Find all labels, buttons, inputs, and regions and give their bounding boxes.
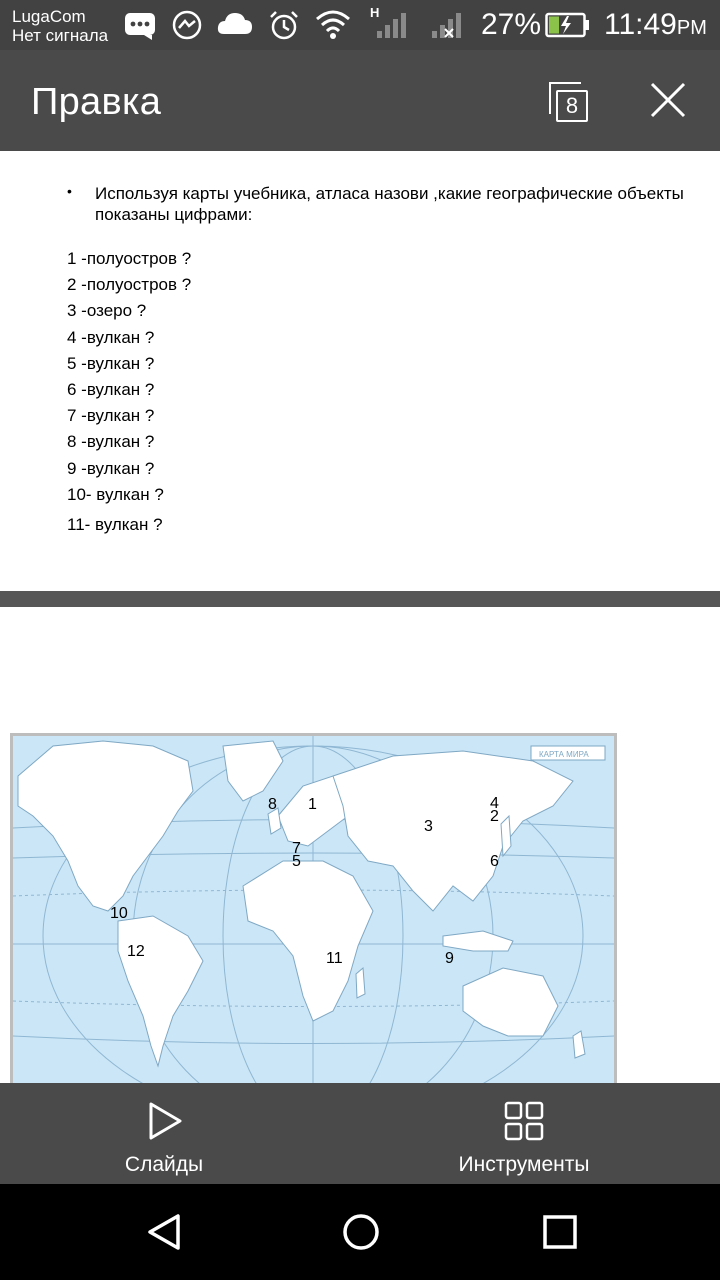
carrier-info xyxy=(12,7,108,45)
recents-icon[interactable] xyxy=(536,1208,584,1256)
home-icon[interactable] xyxy=(337,1208,385,1256)
grid-icon xyxy=(504,1101,544,1141)
map-label: 10 xyxy=(110,905,128,922)
bottom-toolbar xyxy=(0,1083,720,1184)
clock xyxy=(604,9,707,44)
wifi-icon xyxy=(315,9,351,41)
clock-suffix: PM xyxy=(676,17,707,39)
app-bar xyxy=(0,50,720,151)
list-item: 4 -вулкан ? xyxy=(67,327,155,347)
map-label: 4 xyxy=(490,795,499,812)
signal-icon xyxy=(373,9,411,41)
list-item: 9 -вулкан ? xyxy=(67,458,155,478)
slides-count: 8 xyxy=(556,90,588,122)
list-item: 8 -вулкан ? xyxy=(67,432,155,452)
list-item: 6 -вулкан ? xyxy=(67,379,155,399)
battery-percent: 27% xyxy=(481,8,542,41)
list-item: 7 -вулкан ? xyxy=(67,406,155,426)
network-type: H xyxy=(370,5,380,20)
map-label: 12 xyxy=(127,943,145,960)
slide-divider xyxy=(0,591,720,607)
alarm-icon xyxy=(267,9,301,43)
map-label: 8 xyxy=(268,796,277,813)
world-map-graphic xyxy=(13,736,614,1083)
cloud-icon xyxy=(216,9,254,39)
list-item: 5 -вулкан ? xyxy=(67,353,155,373)
list-item: 2 -полуостров ? xyxy=(67,275,192,295)
question-list xyxy=(67,249,667,541)
app-title: Правка xyxy=(31,81,162,123)
carrier-name: LugaCom xyxy=(12,7,86,26)
list-item: 10- вулкан ? xyxy=(67,484,164,504)
map-caption: КАРТА МИРА xyxy=(539,750,589,759)
map-label: 11 xyxy=(326,950,343,967)
carrier-status: Нет сигнала xyxy=(12,26,109,45)
close-icon[interactable] xyxy=(646,78,690,122)
map-label: 5 xyxy=(292,853,301,870)
map-label: 6 xyxy=(490,853,499,870)
clock-time: 11:49 xyxy=(604,8,677,41)
map-label: 7 xyxy=(292,840,301,857)
map-label: 9 xyxy=(445,950,454,967)
play-icon xyxy=(146,1101,184,1141)
messenger-icon xyxy=(170,9,204,43)
map-label: 2 xyxy=(490,808,499,825)
message-icon xyxy=(122,9,158,41)
map-label: 3 xyxy=(424,818,433,835)
list-item: 3 -озеро ? xyxy=(67,301,147,321)
battery-charging-icon xyxy=(545,12,591,38)
list-item: 11- вулкан ? xyxy=(67,514,163,534)
slide-1[interactable] xyxy=(0,151,720,591)
status-bar xyxy=(0,0,720,50)
map-label: 1 xyxy=(308,796,317,813)
slides-label: Слайды xyxy=(124,1153,204,1176)
back-icon[interactable] xyxy=(140,1208,188,1256)
slide-2[interactable] xyxy=(0,607,720,1083)
slides-count-button[interactable] xyxy=(544,76,594,126)
tools-label: Инструменты xyxy=(458,1153,590,1176)
slide-intro-text: Используя карты учебника, атласа назови ,какие географические объекты показаны цифрами: xyxy=(95,184,684,224)
tools-button[interactable] xyxy=(344,1083,704,1184)
list-item: 1 -полуостров ? xyxy=(67,249,192,268)
slides-button[interactable] xyxy=(0,1083,360,1184)
bullet: • xyxy=(67,183,72,199)
world-map xyxy=(10,733,617,1083)
navigation-bar xyxy=(0,1184,720,1280)
no-signal-icon xyxy=(428,9,466,41)
